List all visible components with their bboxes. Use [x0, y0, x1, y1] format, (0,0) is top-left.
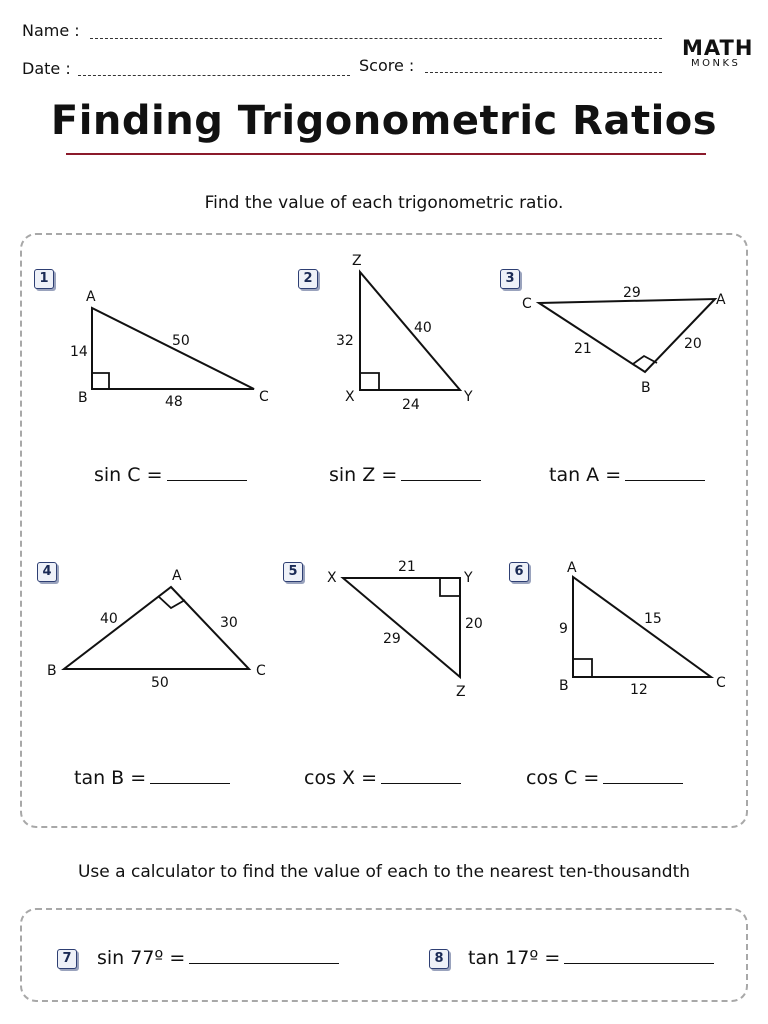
problem-2-answer-blank[interactable] — [401, 466, 481, 481]
t6-vertex-b: B — [559, 678, 569, 694]
t5-side-xy: 21 — [398, 559, 416, 575]
t6-vertex-a: A — [567, 560, 577, 576]
t2-side-zx: 32 — [336, 333, 354, 349]
logo-sub-text: MONKS — [691, 58, 741, 69]
t6-side-ab: 9 — [559, 621, 568, 637]
t2-side-xy: 24 — [402, 397, 420, 413]
t5-vertex-x: X — [327, 570, 337, 586]
problem-7-badge: 7 — [57, 949, 77, 969]
t2-side-zy: 40 — [414, 320, 432, 336]
right-angle-1 — [92, 373, 109, 389]
t4-vertex-c: C — [256, 663, 266, 679]
section2-instruction: Use a calculator to find the value of each to the nearest ten-thousandth — [77, 862, 691, 882]
t1-side-ac: 50 — [172, 333, 190, 349]
t4-side-ab: 40 — [100, 611, 118, 627]
problem-5-answer-blank[interactable] — [381, 769, 461, 784]
t4-side-bc: 50 — [151, 675, 169, 691]
t3-side-cb: 21 — [574, 341, 592, 357]
problem-2-badge: 2 — [298, 269, 318, 289]
problem-5-answer — [304, 767, 461, 789]
date-label: Date : — [22, 59, 71, 78]
problem-5-badge: 5 — [283, 562, 303, 582]
t1-side-ab: 14 — [70, 344, 88, 360]
t4-side-ac: 30 — [220, 615, 238, 631]
t1-vertex-a: A — [86, 289, 96, 305]
problem-5-question: cos X = — [304, 767, 377, 789]
problem-1-answer-blank[interactable] — [167, 466, 247, 481]
problem-4-answer-blank[interactable] — [150, 769, 230, 784]
t5-vertex-y: Y — [464, 570, 473, 586]
problem-4-answer — [74, 767, 230, 789]
problem-6-question: cos C = — [526, 767, 600, 789]
t3-side-ca: 29 — [623, 285, 641, 301]
t6-side-ac: 15 — [644, 611, 662, 627]
problem-6-answer-blank[interactable] — [603, 769, 683, 784]
problem-8-badge: 8 — [429, 949, 449, 969]
t1-vertex-c: C — [259, 389, 269, 405]
t4-vertex-b: B — [47, 663, 57, 679]
problem-3-answer — [549, 464, 705, 486]
right-angle-5 — [440, 578, 460, 596]
t4-vertex-a: A — [172, 568, 182, 584]
problem-8-answer — [468, 947, 714, 969]
problem-6-badge: 6 — [509, 562, 529, 582]
problem-1-answer — [94, 464, 247, 486]
logo-main-text: MATH — [682, 36, 754, 60]
page-title: Finding Trigonometric Ratios — [50, 98, 718, 144]
problem-3-badge: 3 — [500, 269, 520, 289]
t6-vertex-c: C — [716, 675, 726, 691]
problem-1-badge: 1 — [34, 269, 54, 289]
problem-6-answer — [526, 767, 683, 789]
problem-4-question: tan B = — [74, 767, 147, 789]
right-angle-2 — [360, 373, 379, 390]
problem-8-question: tan 17º = — [468, 947, 561, 969]
problem-4-badge: 4 — [37, 562, 57, 582]
t2-vertex-z: Z — [352, 253, 362, 269]
problem-2-answer — [329, 464, 481, 486]
t1-side-bc: 48 — [165, 394, 183, 410]
section1-instruction: Find the value of each trigonometric ratio. — [204, 193, 564, 213]
t5-vertex-z: Z — [456, 684, 466, 700]
problem-3-answer-blank[interactable] — [625, 466, 705, 481]
score-label: Score : — [359, 56, 415, 75]
t3-vertex-a: A — [716, 292, 726, 308]
name-label: Name : — [22, 21, 80, 40]
t2-vertex-x: X — [345, 389, 355, 405]
problem-7-answer — [97, 947, 339, 969]
right-angle-6 — [573, 659, 592, 677]
triangle-5 — [343, 578, 460, 677]
problem-7-question: sin 77º = — [97, 947, 186, 969]
t3-vertex-b: B — [641, 380, 651, 396]
t1-vertex-b: B — [78, 390, 88, 406]
t5-side-xz: 29 — [383, 631, 401, 647]
t6-side-bc: 12 — [630, 682, 648, 698]
problem-3-question: tan A = — [549, 464, 622, 486]
triangle-6 — [573, 577, 711, 677]
t5-side-yz: 20 — [465, 616, 483, 632]
problem-8-answer-blank[interactable] — [564, 949, 714, 964]
problem-7-answer-blank[interactable] — [189, 949, 339, 964]
t3-vertex-c: C — [522, 296, 532, 312]
problem-2-question: sin Z = — [329, 464, 398, 486]
problem-1-question: sin C = — [94, 464, 163, 486]
t3-side-ab: 20 — [684, 336, 702, 352]
t2-vertex-y: Y — [464, 389, 473, 405]
